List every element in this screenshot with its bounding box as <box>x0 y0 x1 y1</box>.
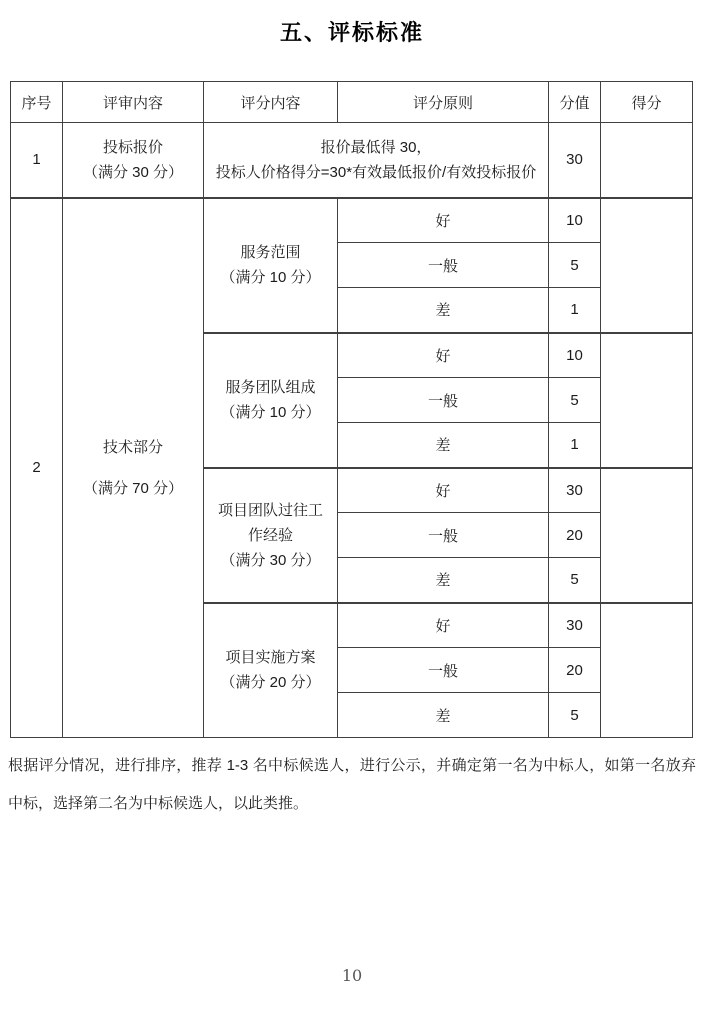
cell-text-line: 报价最低得 30， <box>320 138 432 156</box>
cell-text-line: （满分 20 分） <box>220 674 321 692</box>
cell-text-line: 投标人价格得分=30*有效最低报价/有效投标报价 <box>215 163 537 181</box>
footnote-paragraph: 根据评分情况，进行排序，推荐 1-3 名中标候选人，进行公示，并确定第一名为中标人，如第一名放弃中标，选择第二名为中标候选人，以此类推。 <box>8 757 696 812</box>
scoring-content-cell <box>204 333 338 468</box>
cell-text-line: （满分 70 分） <box>82 479 184 497</box>
score-value-cell: 1 <box>549 288 601 333</box>
score-value-cell: 30 <box>549 603 601 648</box>
scoring-principle-cell <box>204 123 549 198</box>
column-header-scoring-principle: 评分原则 <box>338 82 549 123</box>
score-value-cell: 20 <box>549 513 601 558</box>
table-header-row <box>11 82 693 123</box>
score-value-cell: 5 <box>549 558 601 603</box>
cell-text-line: （满分 30 分） <box>220 551 321 569</box>
scoring-content-cell <box>204 198 338 333</box>
cell-text-line: （满分 30 分） <box>82 163 184 181</box>
cell-text-line: 投标报价 <box>102 138 163 156</box>
scoring-principle-cell: 一般 <box>338 648 549 693</box>
scoring-content-cell <box>204 468 338 603</box>
score-value-cell: 5 <box>549 378 601 423</box>
scoring-principle-cell: 一般 <box>338 378 549 423</box>
cell-text-line: （满分 10 分） <box>220 269 321 286</box>
cell-text-line: （满分 10 分） <box>220 404 321 421</box>
score-value-cell: 5 <box>549 693 601 738</box>
cell-text-line: 作经验 <box>247 526 293 544</box>
score-value-cell: 5 <box>549 243 601 288</box>
scoring-principle-cell: 差 <box>338 423 549 468</box>
row-number-cell: 1 <box>11 123 63 198</box>
table-row <box>11 198 693 243</box>
score-value-cell: 20 <box>549 648 601 693</box>
column-header-no: 序号 <box>11 82 63 123</box>
score-value-cell: 30 <box>549 468 601 513</box>
cell-text-line: 项目实施方案 <box>225 649 316 667</box>
score-value-cell: 30 <box>549 123 601 198</box>
score-value-cell: 10 <box>549 198 601 243</box>
scoring-principle-cell: 好 <box>338 603 549 648</box>
page-number: 10 <box>341 966 363 985</box>
evaluation-criteria-table <box>10 81 693 738</box>
review-content-cell <box>63 123 204 198</box>
cell-text-line: 项目团队过往工 <box>217 501 323 519</box>
score-value-cell: 1 <box>549 423 601 468</box>
awarded-score-cell <box>601 333 693 468</box>
scoring-principle-cell: 一般 <box>338 243 549 288</box>
scoring-principle-cell: 一般 <box>338 513 549 558</box>
scoring-principle-cell: 差 <box>338 558 549 603</box>
scoring-principle-cell: 好 <box>338 198 549 243</box>
scoring-content-cell <box>204 603 338 738</box>
cell-text-line: 服务团队组成 <box>225 379 316 396</box>
scoring-principle-cell: 差 <box>338 693 549 738</box>
awarded-score-cell <box>601 198 693 333</box>
scoring-principle-cell: 差 <box>338 288 549 333</box>
scoring-principle-cell: 好 <box>338 333 549 378</box>
awarded-score-cell <box>601 468 693 603</box>
page-title: 五、评标标准 <box>279 20 424 45</box>
table-row <box>11 123 693 198</box>
column-header-scoring-content: 评分内容 <box>204 82 338 123</box>
scoring-principle-cell: 好 <box>338 468 549 513</box>
column-header-review-content: 评审内容 <box>63 82 204 123</box>
cell-text-line: 服务范围 <box>240 244 301 261</box>
column-header-awarded-score: 得分 <box>601 82 693 123</box>
score-value-cell: 10 <box>549 333 601 378</box>
column-header-score-value: 分值 <box>549 82 601 123</box>
review-content-cell <box>63 198 204 738</box>
row-number-cell: 2 <box>11 198 63 738</box>
awarded-score-cell <box>601 603 693 738</box>
cell-text-line: 技术部分 <box>102 438 163 456</box>
awarded-score-cell <box>601 123 693 198</box>
